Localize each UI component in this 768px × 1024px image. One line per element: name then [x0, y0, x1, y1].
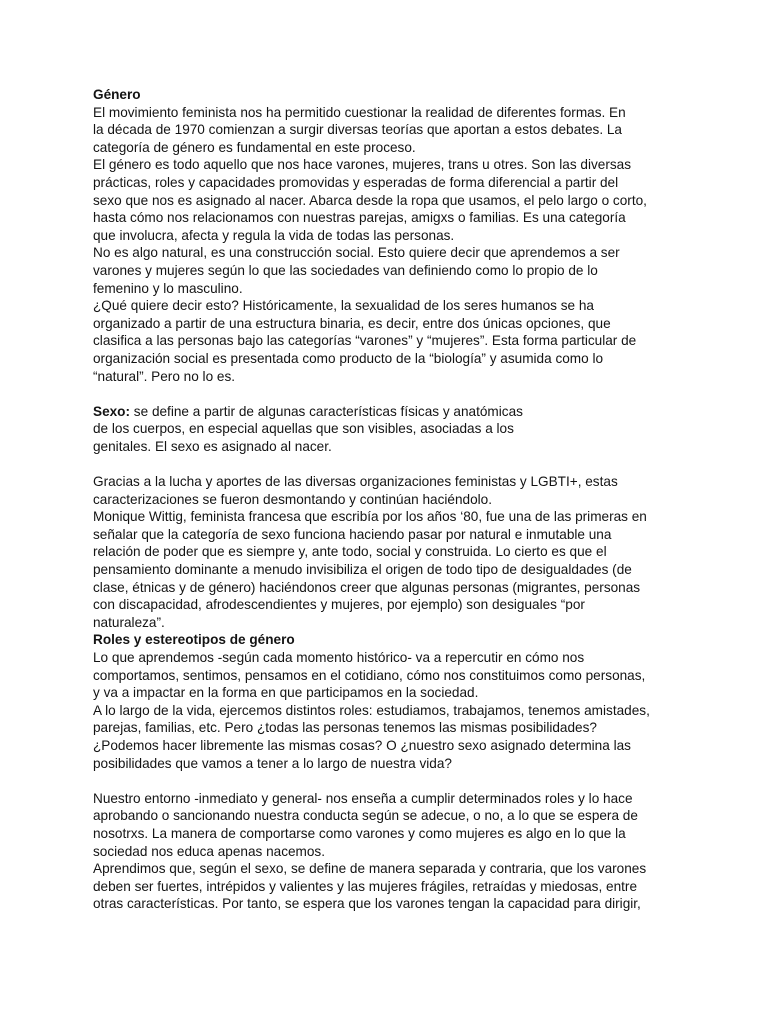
- text-line: El movimiento feminista nos ha permitido cuestionar la realidad de diferentes formas. En: [93, 104, 626, 120]
- text-line: otras características. Por tanto, se espera que los varones tengan la capacidad para dirigir,: [93, 896, 641, 912]
- text-line: clase, étnicas y de género) haciéndonos creer que algunas personas (migrantes, personas: [93, 579, 641, 595]
- text-line: El género es todo aquello que nos hace varones, mujeres, trans u otres. Son las diversas: [93, 157, 632, 173]
- paragraph-lines: [93, 649, 683, 772]
- text-line: relación de poder que es siempre y, ante todo, social y construida. Lo cierto es que el: [93, 544, 607, 560]
- text-line: deben ser fuertes, intrépidos y valientes y las mujeres frágiles, retraídas y miedosas, entre: [93, 878, 638, 894]
- section-sexo: [93, 403, 683, 456]
- text-line: clasifica a las personas bajo las categorías “varones” y “mujeres”. Esta forma particular de: [93, 333, 637, 349]
- section-luchas: [93, 473, 683, 631]
- text-line: caracterizaciones se fueron desmontando y continúan haciéndolo.: [93, 491, 493, 507]
- text-line: varones y mujeres según lo que las sociedades van definiendo como lo propio de lo: [93, 262, 598, 278]
- text-line: de los cuerpos, en especial aquellas que son visibles, asociadas a los: [93, 421, 514, 437]
- paragraph-lines: [93, 104, 683, 386]
- text-line: organización social es presentada como producto de la “biología” y asumida como lo: [93, 350, 604, 366]
- text-line: sexo que nos es asignado al nacer. Abarca desde la ropa que usamos, el pelo largo o corto,: [93, 192, 647, 208]
- text-line: femenino y lo masculino.: [93, 280, 243, 296]
- text-line: sociedad nos educa apenas nacemos.: [93, 843, 326, 859]
- paragraph-spacer: [93, 772, 683, 790]
- text-line: parejas, familias, etc. Pero ¿todas las personas tenemos las mismas posibilidades?: [93, 720, 597, 736]
- text-line: nosotrxs. La manera de comportarse como varones y como mujeres es algo en lo que la: [93, 825, 626, 841]
- text-line: Nuestro entorno -inmediato y general- nos enseña a cumplir determinados roles y lo hace: [93, 790, 633, 806]
- text-line: No es algo natural, es una construcción social. Esto quiere decir que aprendemos a ser: [93, 245, 620, 261]
- text-line: categoría de género es fundamental en este proceso.: [93, 139, 416, 155]
- paragraph-spacer: [93, 385, 683, 403]
- document-page: [93, 86, 683, 913]
- paragraph-lines: [93, 790, 683, 913]
- paragraph-lines: [93, 420, 683, 455]
- text-line: A lo largo de la vida, ejercemos distintos roles: estudiamos, trabajamos, tenemos amistades,: [93, 702, 650, 718]
- text-line: “natural”. Pero no lo es.: [93, 368, 236, 384]
- text-line: genitales. El sexo es asignado al nacer.: [93, 438, 332, 454]
- text-line: ¿Qué quiere decir esto? Históricamente, la sexualidad de los seres humanos se ha: [93, 298, 594, 314]
- definition-line: [93, 403, 683, 421]
- text-line: naturaleza”.: [93, 614, 165, 630]
- section-heading: Género: [93, 87, 141, 102]
- text-line: señalar que la categoría de sexo funciona haciendo pasar por natural e inmutable una: [93, 526, 612, 542]
- text-line: y va a impactar en la forma en que participamos en la sociedad.: [93, 685, 479, 701]
- definition-term: Sexo:: [93, 403, 131, 419]
- section-genero: [93, 86, 683, 385]
- text-line: Lo que aprendemos -según cada momento histórico- va a repercutir en cómo nos: [93, 650, 585, 665]
- text-line: comportamos, sentimos, pensamos en el cotidiano, cómo nos constituimos como personas,: [93, 667, 646, 683]
- text-line: prácticas, roles y capacidades promovidas y esperadas de forma diferencial a partir del: [93, 174, 619, 190]
- paragraph-lines: [93, 473, 683, 631]
- text-line: con discapacidad, afrodescendientes y mujeres, por ejemplo) son desiguales “por: [93, 597, 585, 613]
- text-line: Monique Wittig, feminista francesa que escribía por los años ‘80, fue una de las primeras en: [93, 509, 647, 525]
- text-line: la década de 1970 comienzan a surgir diversas teorías que aportan a estos debates. La: [93, 122, 622, 138]
- section-entorno: [93, 790, 683, 913]
- section-roles: [93, 631, 683, 772]
- text-line: organizado a partir de una estructura binaria, es decir, entre dos únicas opciones, que: [93, 315, 611, 331]
- text-line: ¿Podemos hacer libremente las mismas cosas? O ¿nuestro sexo asignado determina las: [93, 737, 631, 753]
- paragraph-spacer: [93, 455, 683, 473]
- text-line: que involucra, afecta y regula la vida de todas las personas.: [93, 227, 455, 243]
- text-line: hasta cómo nos relacionamos con nuestras parejas, amigxs o familias. Es una categoría: [93, 210, 626, 226]
- section-heading: Roles y estereotipos de género: [93, 632, 295, 648]
- definition-text: se define a partir de algunas características físicas y anatómicas: [130, 403, 523, 419]
- text-line: Aprendimos que, según el sexo, se define de manera separada y contraria, que los varones: [93, 861, 647, 877]
- text-line: aprobando o sancionando nuestra conducta según se adecue, o no, a lo que se espera de: [93, 808, 638, 824]
- text-line: pensamiento dominante a menudo invisibiliza el origen de todo tipo de desigualdades (de: [93, 562, 632, 578]
- text-line: posibilidades que vamos a tener a lo largo de nuestra vida?: [93, 755, 452, 771]
- text-line: Gracias a la lucha y aportes de las diversas organizaciones feministas y LGBTI+, estas: [93, 474, 618, 490]
